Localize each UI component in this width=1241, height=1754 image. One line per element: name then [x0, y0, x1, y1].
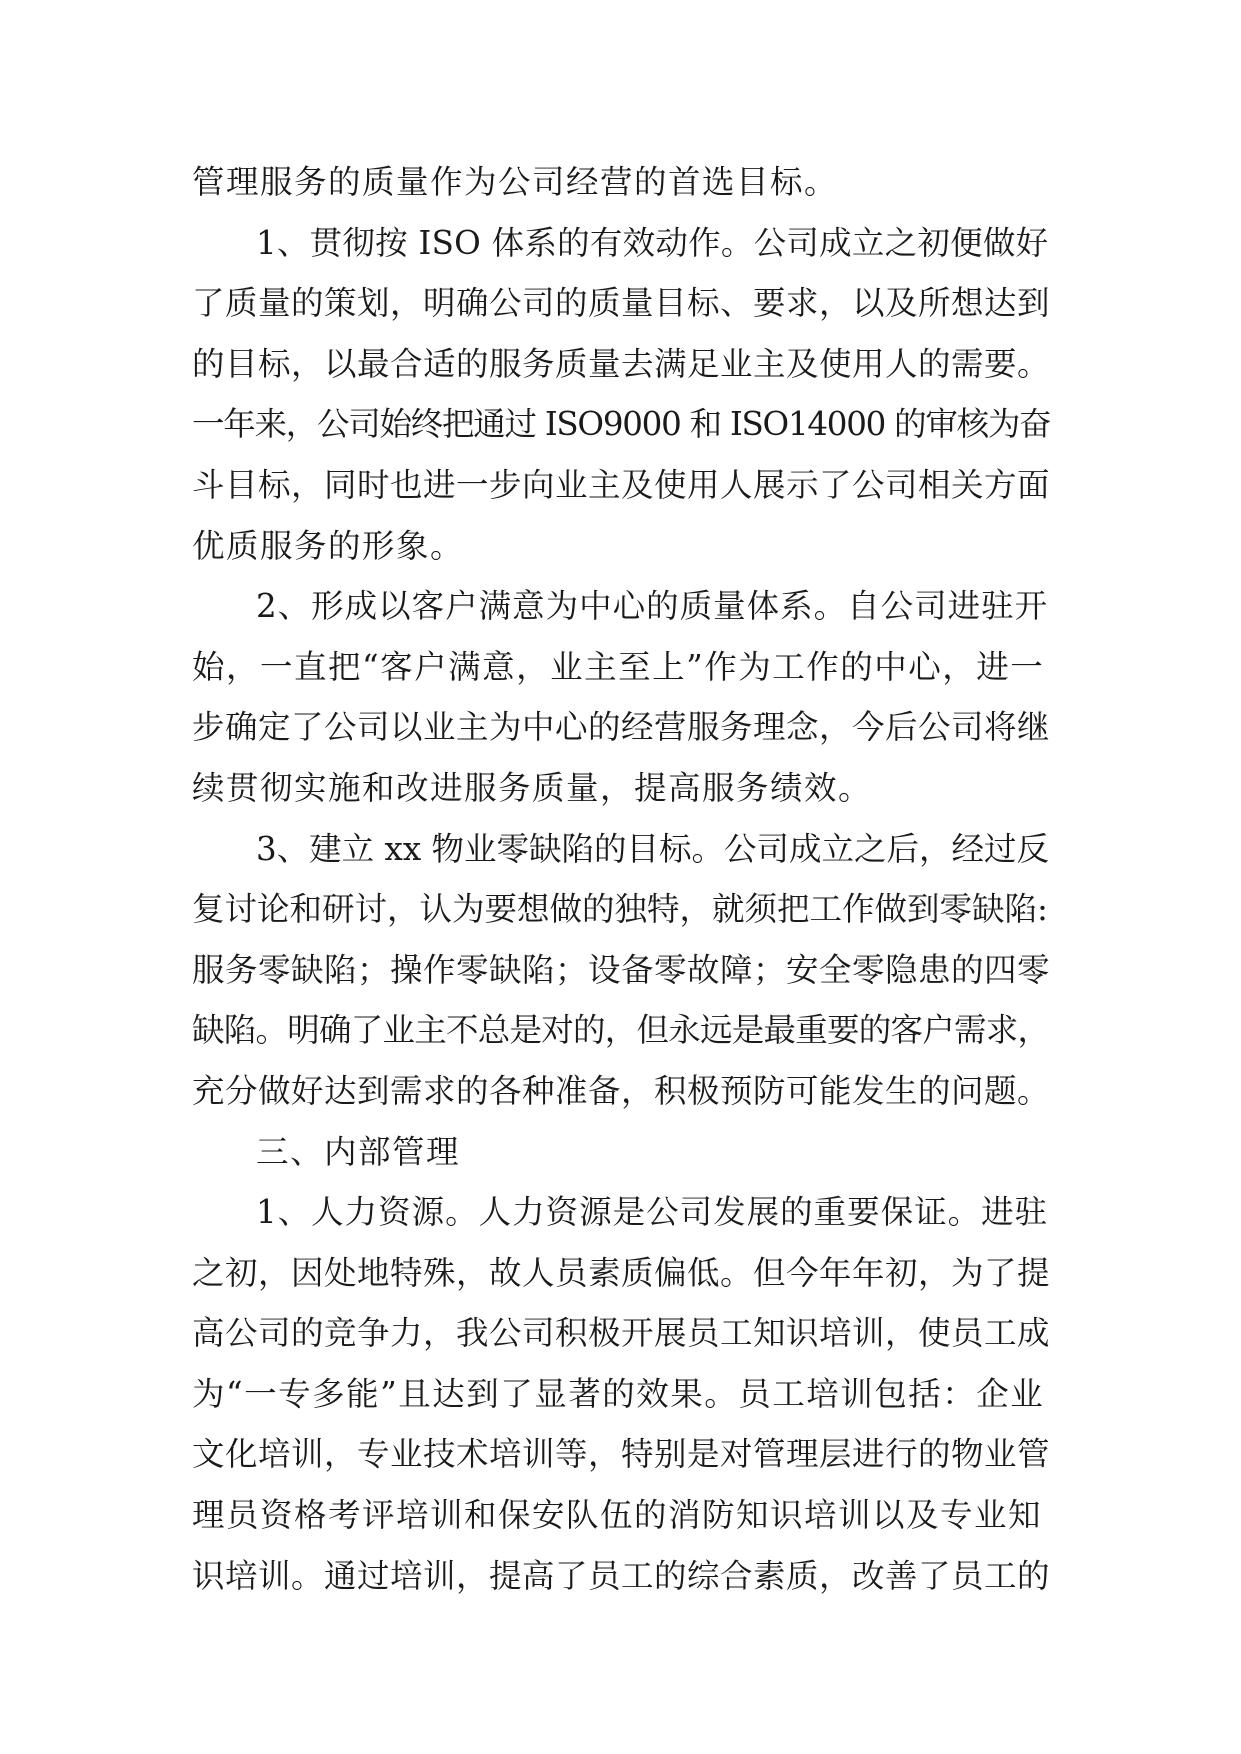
- text-line: 高公司的竞争力，我公司积极开展员工知识培训，使员工成: [192, 1314, 1051, 1353]
- text-line: 始，一直把“客户满意，业主至上”作为工作的中心，进一: [192, 647, 1045, 686]
- text-line: 识培训。通过培训，提高了员工的综合素质，改善了员工的: [192, 1556, 1051, 1595]
- text-line: 1、贯彻按 ISO 体系的有效动作。公司成立之初便做好: [256, 223, 1049, 262]
- text-line: 斗目标，同时也进一步向业主及使用人展示了公司相关方面: [192, 465, 1051, 504]
- text-line: 2、形成以客户满意为中心的质量体系。自公司进驻开: [256, 587, 1049, 626]
- text-line: 服务零缺陷；操作零缺陷；设备零故障；安全零隐患的四零: [192, 950, 1051, 989]
- text-line: 了质量的策划，明确公司的质量目标、要求，以及所想达到: [192, 284, 1051, 323]
- text-line: 理员资格考评培训和保安队伍的消防知识培训以及专业知: [192, 1496, 1043, 1535]
- text-line: 管理服务的质量作为公司经营的首选目标。: [192, 163, 839, 201]
- text-line: 一年来，公司始终把通过 ISO9000 和 ISO14000 的审核为奋: [192, 405, 1051, 444]
- text-line: 1、人力资源。人力资源是公司发展的重要保证。进驻: [256, 1193, 1049, 1232]
- text-line: 缺陷。明确了业主不总是对的，但永远是最重要的客户需求，: [192, 1011, 1050, 1050]
- document-body: [192, 152, 1052, 1606]
- text-line: 之初，因处地特殊，故人员素质偏低。但今年年初，为了提: [192, 1253, 1051, 1292]
- text-line: 3、建立 xx 物业零缺陷的目标。公司成立之后，经过反: [256, 829, 1049, 868]
- text-line: 优质服务的形象。: [192, 526, 465, 565]
- text-line: 复讨论和研讨，认为要想做的独特，就须把工作做到零缺陷:: [192, 890, 1048, 929]
- text-line: 充分做好达到需求的各种准备，积极预防可能发生的问题。: [192, 1071, 1051, 1110]
- text-line: 文化培训，专业技术培训等，特别是对管理层进行的物业管: [192, 1435, 1051, 1474]
- text-line: 三、内部管理: [256, 1132, 461, 1171]
- text-line: 为“一专多能”且达到了显著的效果。员工培训包括：企业: [192, 1374, 1045, 1413]
- text-line: 续贯彻实施和改进服务质量，提高服务绩效。: [192, 768, 873, 807]
- text-line: 步确定了公司以业主为中心的经营服务理念，今后公司将继: [192, 708, 1051, 747]
- text-line: 的目标，以最合适的服务质量去满足业主及使用人的需要。: [192, 344, 1051, 383]
